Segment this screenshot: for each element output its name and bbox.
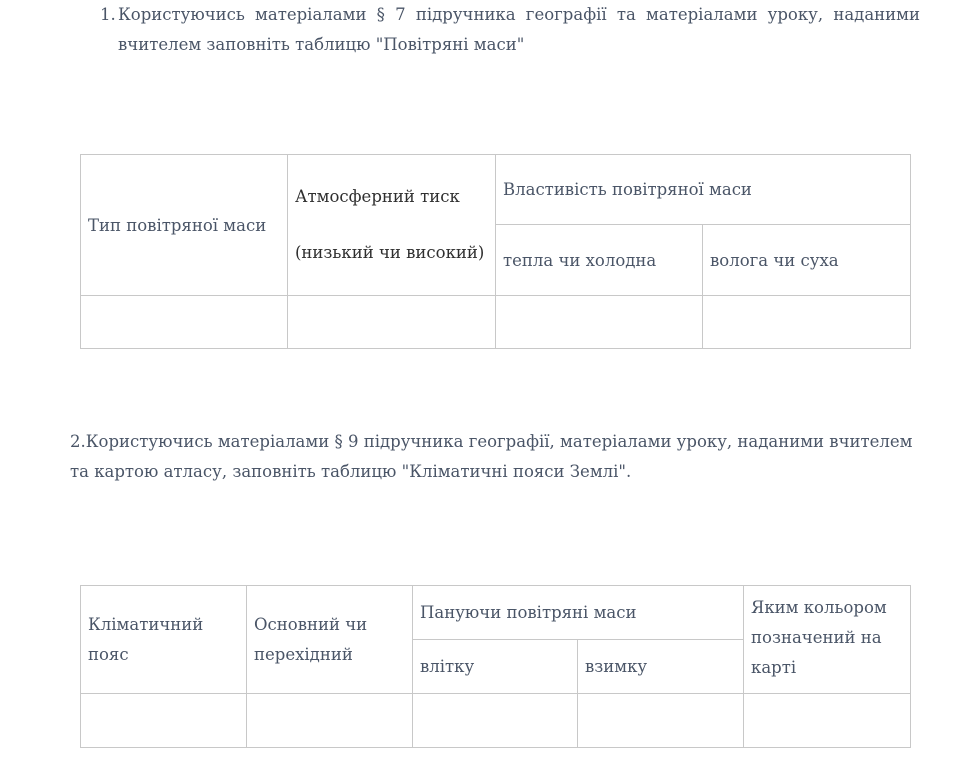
answer-cell-main[interactable] [247, 694, 413, 748]
answer-cell-type[interactable] [81, 296, 288, 349]
answer-cell-humidity[interactable] [703, 296, 911, 349]
air-masses-table [80, 154, 911, 349]
task-1-text: Користуючись матеріалами § 7 підручника географії та матеріалами уроку, наданими вчителем заповніть таблицю "Повітряні маси" [118, 5, 920, 54]
subheader-summer: влітку [413, 640, 578, 694]
header-prevailing-air-masses: Пануючи повітряні маси [413, 586, 744, 640]
header-climate-belt: Кліматичний пояс [81, 586, 247, 694]
task-1-number: 1. [100, 5, 116, 24]
subheader-winter: взимку [578, 640, 744, 694]
header-pressure-note: (низький чи високий) [295, 243, 485, 262]
header-pressure [288, 155, 496, 296]
subheader-humid-dry: волога чи суха [703, 225, 911, 296]
answer-cell-winter[interactable] [578, 694, 744, 748]
subheader-warm-cold: тепла чи холодна [496, 225, 703, 296]
task-2-instruction: 2.Користуючись матеріалами § 9 підручника географії, матеріалами уроку, наданими вчителем та картою атласу, заповніть таблицю "Кліматичні пояси Землі". [70, 432, 913, 481]
header-air-mass-type: Тип повітряної маси [81, 155, 288, 296]
answer-cell-temperature[interactable] [496, 296, 703, 349]
answer-cell-belt[interactable] [81, 694, 247, 748]
task-1-instruction [100, 0, 920, 60]
header-main-or-transitional: Основний чи перехідний [247, 586, 413, 694]
header-air-mass-property: Властивість повітряної маси [496, 155, 911, 225]
answer-cell-summer[interactable] [413, 694, 578, 748]
answer-cell-pressure[interactable] [288, 296, 496, 349]
header-pressure-title: Атмосферний тиск [295, 187, 460, 206]
header-map-color: Яким кольором позначений на карті [744, 586, 911, 694]
answer-cell-color[interactable] [744, 694, 911, 748]
climate-belts-table [80, 585, 911, 748]
